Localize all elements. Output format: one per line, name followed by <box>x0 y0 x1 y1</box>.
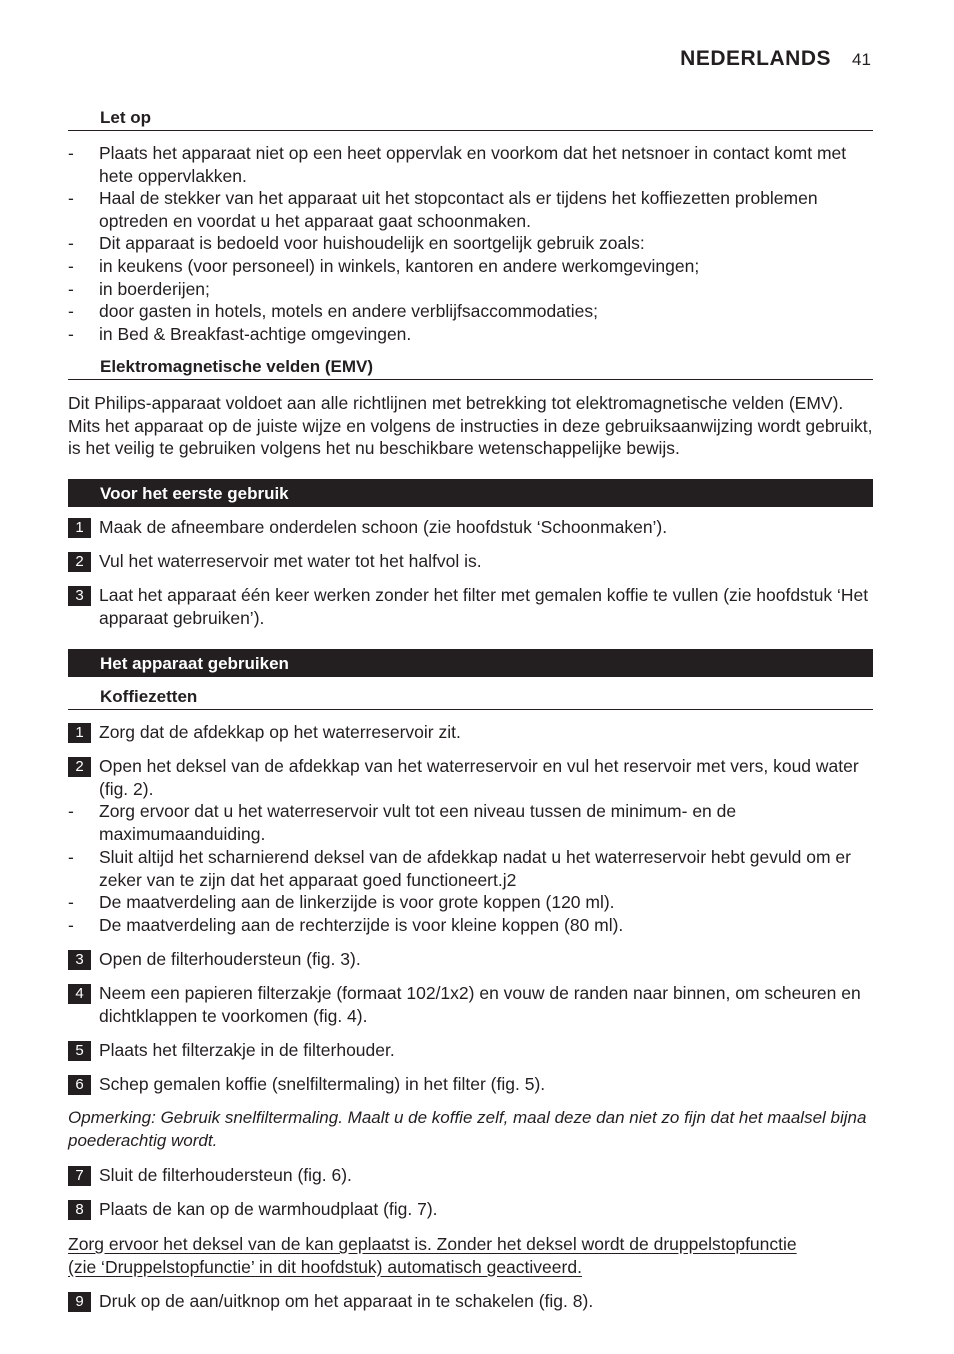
step-number: 1 <box>68 518 91 538</box>
step-number: 1 <box>68 723 91 743</box>
step-item: 3 Open de filterhoudersteun (fig. 3). <box>68 948 878 971</box>
step-number: 2 <box>68 552 91 572</box>
step-number: 3 <box>68 950 91 970</box>
step-item: 3 Laat het apparaat één keer werken zonder het filter met gemalen koffie te vullen (zie hoofdstuk ‘Het apparaat gebruiken’). <box>68 584 878 629</box>
list-item: - De maatverdeling aan de rechterzijde is voor kleine koppen (80 ml). <box>68 915 624 935</box>
list-item: - door gasten in hotels, motels en andere verblijfsaccommodaties; <box>68 301 599 321</box>
list-item: - Dit apparaat is bedoeld voor huishoudelijk en soortgelijk gebruik zoals: <box>68 233 645 253</box>
emv-paragraph: Dit Philips-apparaat voldoet aan alle richtlijnen met betrekking tot elektromagnetische velden (EMV). Mits het apparaat op de juiste wijze en volgens de instructies in deze gebruiksaanwijzing wordt gebruikt, is het veilig te gebruiken volgens het nu beschikbare wetenschappelijke bewijs. <box>68 393 873 459</box>
list-item: - Haal de stekker van het apparaat uit het stopcontact als er tijdens het koffiezetten problemen optreden en voordat u het apparaat gaat schoonmaken. <box>68 188 818 231</box>
language-header: NEDERLANDS <box>680 47 831 70</box>
list-item: - in Bed & Breakfast-achtige omgevingen. <box>68 324 412 344</box>
warning-line: (zie ‘Druppelstopfunctie’ in dit hoofdstuk) automatisch geactiveerd. <box>68 1256 582 1277</box>
list-item: - Plaats het apparaat niet op een heet oppervlak en voorkom dat het netsnoer in contact komt met hete oppervlakken. <box>68 143 847 186</box>
subsection-koffiezetten-title: Koffiezetten <box>68 687 873 710</box>
list-item: - in boerderijen; <box>68 279 210 299</box>
warning-text <box>68 1233 868 1278</box>
list-item: - in keukens (voor personeel) in winkels, kantoren en andere werkomgevingen; <box>68 256 700 276</box>
list-item: - De maatverdeling aan de linkerzijde is voor grote koppen (120 ml). <box>68 892 615 912</box>
step-item: 4 Neem een papieren filterzakje (formaat 102/1x2) en vouw de randen naar binnen, om scheuren en dichtklappen te voorkomen (fig. 4). <box>68 982 878 1027</box>
step-item: 6 Schep gemalen koffie (snelfiltermaling) in het filter (fig. 5). <box>68 1073 878 1096</box>
note-text: Opmerking: Gebruik snelfiltermaling. Maalt u de koffie zelf, maal deze dan niet zo fijn dat het maalsel bijna poederachtig wordt. <box>68 1108 867 1150</box>
step-item: 9 Druk op de aan/uitknop om het apparaat in te schakelen (fig. 8). <box>68 1290 878 1313</box>
section-eerste-gebruik-title: Voor het eerste gebruik <box>68 479 873 507</box>
step-item: 1 Maak de afneembare onderdelen schoon (zie hoofdstuk ‘Schoonmaken’). <box>68 516 878 539</box>
step-item: 5 Plaats het filterzakje in de filterhouder. <box>68 1039 878 1062</box>
step-number: 2 <box>68 757 91 777</box>
warning-line: Zorg ervoor het deksel van de kan geplaatst is. Zonder het deksel wordt de druppelstopfunctie <box>68 1234 797 1254</box>
section-emv-title: Elektromagnetische velden (EMV) <box>68 357 873 380</box>
step-item: 1 Zorg dat de afdekkap op het waterreservoir zit. <box>68 721 878 744</box>
step-item: 2 Vul het waterreservoir met water tot het halfvol is. <box>68 550 878 573</box>
step-number: 6 <box>68 1075 91 1095</box>
step-item: 2 Open het deksel van de afdekkap van het waterreservoir en vul het reservoir met vers, koud water (fig. 2). <box>68 755 878 800</box>
step-item: 8 Plaats de kan op de warmhoudplaat (fig. 7). <box>68 1198 878 1221</box>
step-number: 8 <box>68 1200 91 1220</box>
step-number: 4 <box>68 984 91 1004</box>
step-number: 5 <box>68 1041 91 1061</box>
page-number: 41 <box>852 50 871 69</box>
step-number: 9 <box>68 1292 91 1312</box>
section-let-op-title: Let op <box>68 108 873 131</box>
section-gebruiken-title: Het apparaat gebruiken <box>68 649 873 677</box>
list-item: - Sluit altijd het scharnierend deksel van de afdekkap nadat u het waterreservoir hebt gevuld om er zeker van te zijn dat het apparaat goed functioneert.j2 <box>68 847 851 890</box>
step-item: 7 Sluit de filterhoudersteun (fig. 6). <box>68 1164 878 1187</box>
list-item: - Zorg ervoor dat u het waterreservoir vult tot een niveau tussen de minimum- en de maximumaanduiding. <box>68 801 737 844</box>
step-number: 7 <box>68 1166 91 1186</box>
step-number: 3 <box>68 586 91 606</box>
